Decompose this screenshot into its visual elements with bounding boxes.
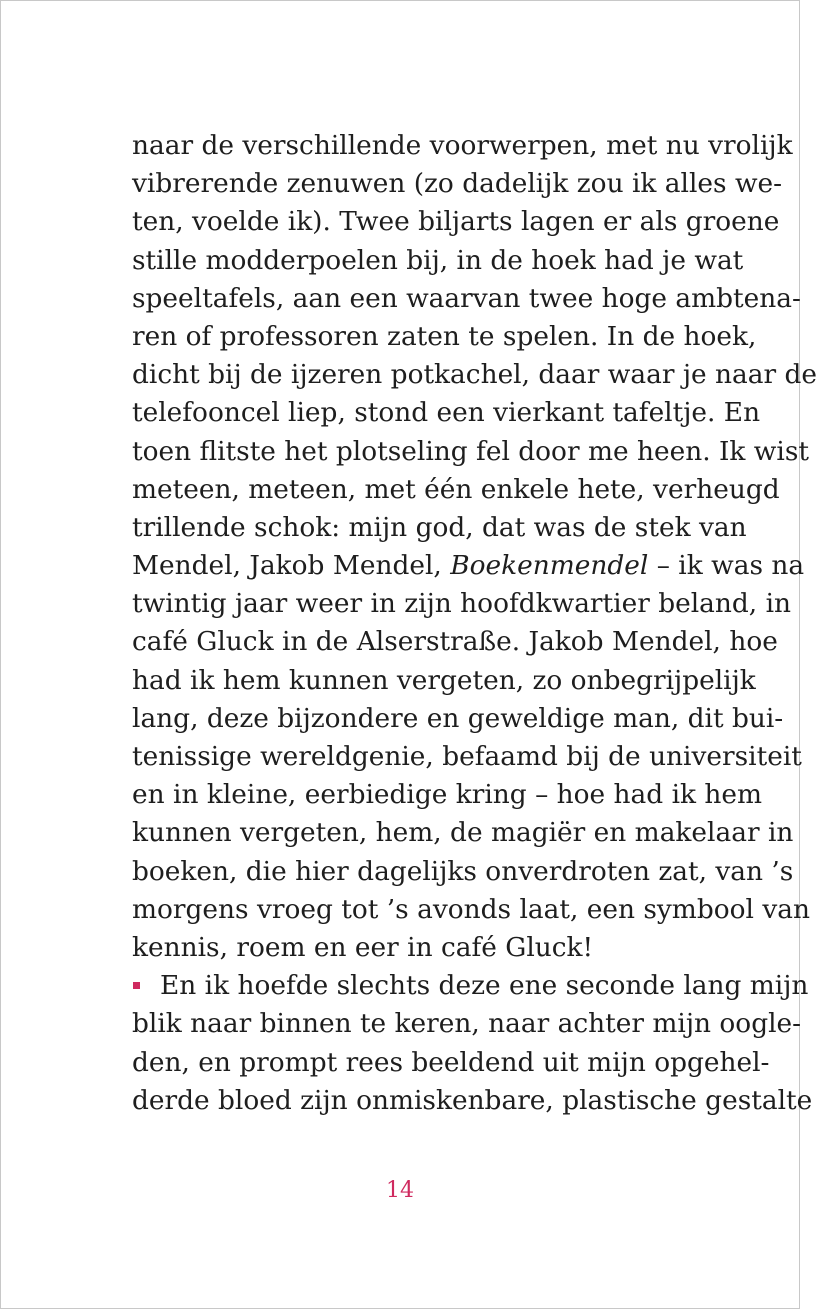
text-line: ten, voelde ik). Twee biljarts lagen er als groene [132, 206, 780, 238]
paragraph-bullet-icon [133, 982, 140, 989]
text-line-with-italic [132, 547, 805, 585]
text-segment: En ik hoefde slechts deze ene seconde lang mijn [160, 970, 809, 1002]
text-line: ren of professoren zaten te spelen. In de hoek, [132, 320, 757, 352]
text-line: tenissige wereldgenie, befaamd bij de universiteit [132, 741, 802, 772]
italic-title: Boekenmendel [450, 550, 649, 582]
text-line: meteen, meteen, met één enkele hete, verheugd [132, 473, 780, 505]
paragraph-start-line [132, 967, 809, 1005]
text-segment: Mendel, Jakob Mendel, [132, 550, 451, 582]
text-line: kennis, roem en eer in café Gluck! [132, 931, 594, 963]
text-line: toen flitste het plotseling fel door me heen. Ik wist [132, 435, 809, 467]
text-line: stille modderpoelen bij, in de hoek had je wat [132, 244, 744, 276]
text-segment: – ik was na [648, 550, 805, 582]
text-line: café Gluck in de Alserstraße. Jakob Mendel, hoe [132, 626, 778, 658]
text-line: naar de verschillende voorwerpen, met nu vrolijk [132, 130, 793, 161]
text-line: speeltafels, aan een waarvan twee hoge ambtena- [132, 282, 801, 314]
text-line: den, en prompt rees beeldend uit mijn opgehel- [132, 1046, 770, 1078]
text-line: had ik hem kunnen vergeten, zo onbegrijpelijk [132, 664, 756, 696]
text-line: en in kleine, eerbiedige kring – hoe had ik hem [132, 779, 763, 811]
body-text [132, 127, 817, 1120]
text-line: morgens vroeg tot ’s avonds laat, een symbool van [132, 893, 810, 925]
text-line: telefooncel liep, stond een vierkant tafeltje. En [132, 397, 761, 429]
text-line: dicht bij de ijzeren potkachel, daar waar je naar de [132, 359, 817, 391]
page-number: 14 [386, 1178, 414, 1203]
text-line: boeken, die hier dagelijks onverdroten zat, van ’s [132, 855, 794, 887]
text-line: twintig jaar weer in zijn hoofdkwartier beland, in [132, 588, 792, 620]
text-line: trillende schok: mijn god, dat was de stek van [132, 511, 747, 543]
text-line: lang, deze bijzondere en geweldige man, dit bui- [132, 702, 784, 734]
text-line: kunnen vergeten, hem, de magiër en makelaar in [132, 817, 794, 849]
text-line: blik naar binnen te keren, naar achter mijn oogle- [132, 1008, 802, 1040]
text-line: derde bloed zijn onmiskenbare, plastische gestalte [132, 1084, 813, 1116]
text-line: vibrerende zenuwen (zo dadelijk zou ik alles we- [132, 168, 783, 200]
